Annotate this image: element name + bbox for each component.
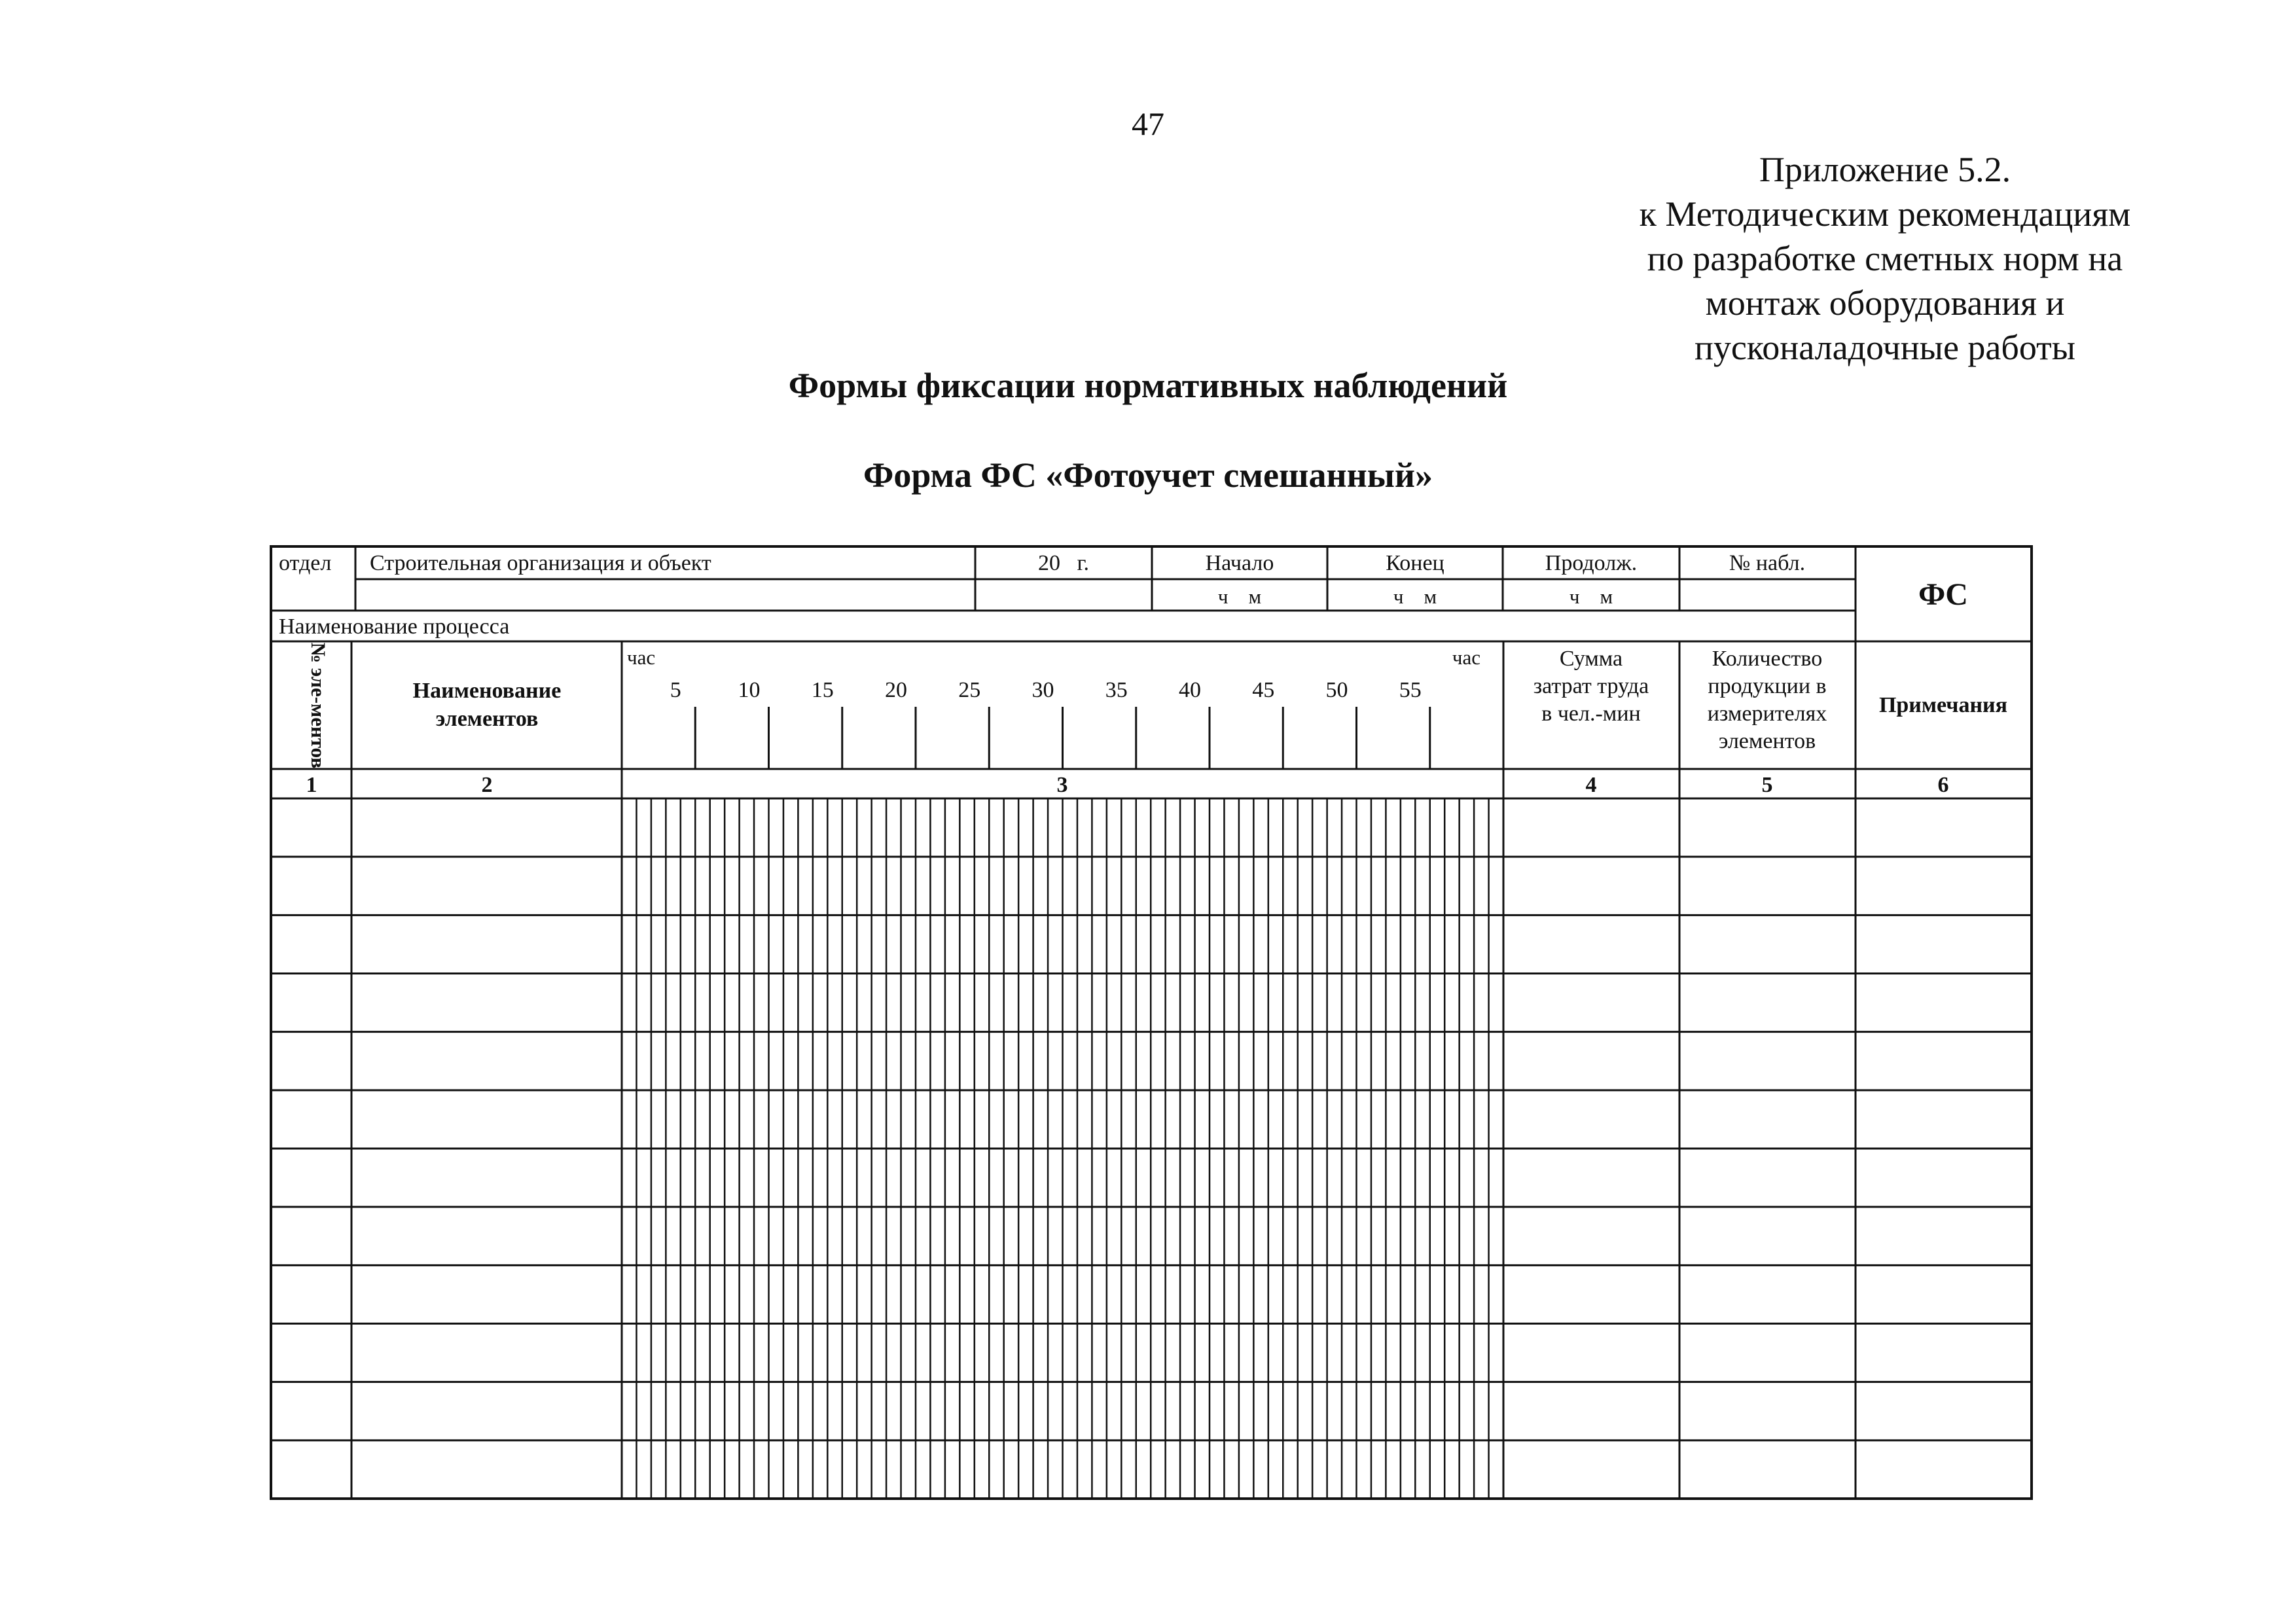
time-scale [627,646,1480,769]
labor-header-l2: затрат труда [1533,674,1649,698]
appendix-line: по разработке сметных норм на [1647,239,2123,278]
col-number: 6 [1937,773,1949,797]
dept-label: отдел [279,551,332,575]
obs-no-label: № набл. [1729,551,1806,575]
minute-mark-label: 15 [811,678,834,702]
minute-mark-label: 30 [1031,678,1054,702]
minute-mark-label: 55 [1399,678,1422,702]
labor-header-l1: Сумма [1559,647,1623,671]
qty-header-l1: Количество [1712,647,1823,671]
minute-mark-label: 25 [958,678,981,702]
minute-mark-label: 35 [1105,678,1128,702]
duration-label: Продолж. [1545,551,1638,575]
form-title: Форма ФС «Фотоучет смешанный» [863,455,1433,495]
start-label: Начало [1205,551,1274,575]
year-label: 20 г. [1037,551,1090,575]
appendix-line: монтаж оборудования и [1705,283,2065,323]
minute-mark-label: 50 [1325,678,1348,702]
col-number: 4 [1585,773,1597,797]
minute-mark-label: 45 [1252,678,1275,702]
qty-header-l2: продукции в [1708,674,1827,698]
appendix-line: пусконаладочные работы [1694,328,2076,367]
minute-mark-label: 5 [670,678,681,702]
page-number: 47 [1132,105,1164,142]
appendix-line: к Методическим рекомендациям [1639,194,2131,234]
minute-mark-label: 20 [885,678,907,702]
process-label: Наименование процесса [279,615,510,639]
element-name-header-l1: Наименование [412,679,562,703]
start-hm: ч м [1217,585,1262,608]
duration-hm: ч м [1569,585,1613,608]
form-code: ФС [1918,577,1968,612]
minute-mark-label: 10 [738,678,761,702]
end-label: Конец [1386,551,1444,575]
org-label: Строительная организация и объект [370,551,711,575]
col-number: 1 [306,773,317,797]
hour-left-label: час [627,646,656,669]
col-number: 3 [1056,773,1068,797]
appendix-line: Приложение 5.2. [1759,150,2011,189]
notes-header: Примечания [1878,693,2008,717]
hour-right-label: час [1452,646,1480,669]
col-number: 2 [481,773,493,797]
qty-header-l4: элементов [1718,729,1816,753]
col-number: 5 [1761,773,1773,797]
end-hm: ч м [1393,585,1437,608]
minute-mark-label: 40 [1179,678,1201,702]
element-no-header: № эле-ментов [307,642,330,769]
document-title: Формы фиксации нормативных наблюдений [788,366,1508,405]
qty-header-l3: измерителях [1707,702,1827,726]
element-name-header-l2: элементов [435,707,539,731]
labor-header-l3: в чел.-мин [1541,702,1641,726]
